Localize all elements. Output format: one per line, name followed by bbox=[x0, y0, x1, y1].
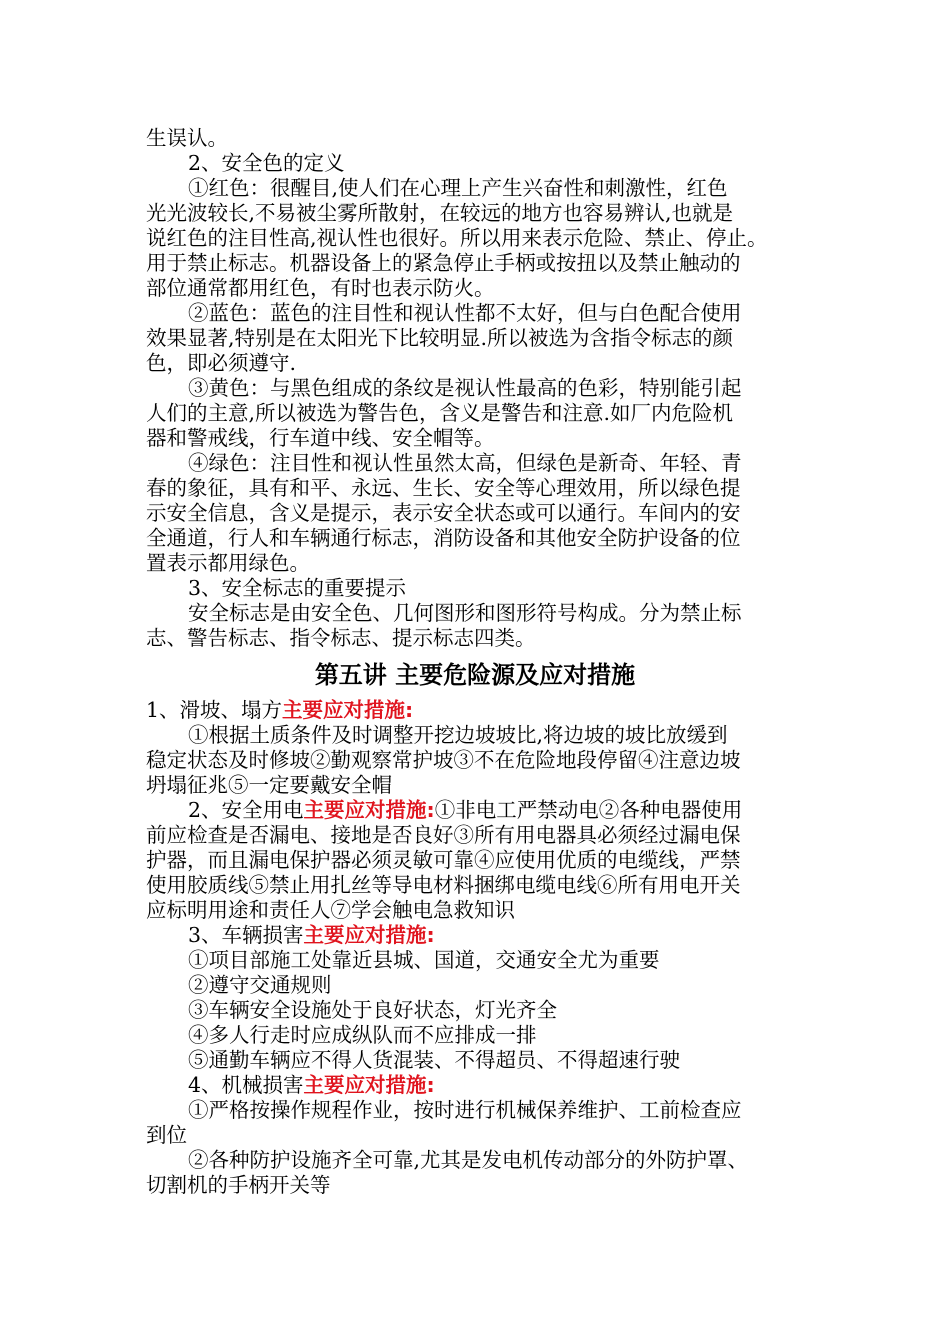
hazard-heading-3 bbox=[188, 923, 848, 948]
paragraph-line: 示安全信息，含义是提示，表示安全状态或可以通行。车间内的安 bbox=[146, 501, 741, 525]
paragraph-line: 春的象征，具有和平、永远、生长、安全等心理效用，所以绿色提 bbox=[146, 476, 741, 500]
hazard-heading-2 bbox=[188, 798, 848, 823]
paragraph-line: 前应检查是否漏电、接地是否良好③所有用电器具必须经过漏电保 bbox=[146, 823, 741, 847]
paragraph-line: 器和警戒线，行车道中线、安全帽等。 bbox=[146, 426, 495, 450]
paragraph-line: 切割机的手柄开关等 bbox=[146, 1173, 331, 1197]
lecture-title: 第五讲 主要危险源及应对措施 bbox=[314, 661, 636, 689]
paragraph-line: ②蓝色：蓝色的注目性和视认性都不太好，但与白色配合使用 bbox=[188, 301, 742, 325]
paragraph-text: ①非电工严禁动电②各种电器使用 bbox=[434, 798, 743, 822]
hazard-name: 4、机械损害 bbox=[188, 1073, 304, 1097]
paragraph-line: 稳定状态及时修坡②勤观察常护坡③不在危险地段停留④注意边坡 bbox=[146, 748, 741, 772]
list-item: ①项目部施工处靠近县城、国道，交通安全尤为重要 bbox=[188, 948, 660, 972]
list-item: ⑤通勤车辆应不得人货混装、不得超员、不得超速行驶 bbox=[188, 1048, 680, 1072]
paragraph-line: 生误认。 bbox=[146, 126, 228, 150]
measures-label: 主要应对措施: bbox=[303, 923, 435, 947]
paragraph-line: 效果显著,特别是在太阳光下比较明显.所以被选为含指令标志的颜 bbox=[146, 326, 734, 350]
paragraph-line: ③黄色：与黑色组成的条纹是视认性最高的色彩，特别能引起 bbox=[188, 376, 742, 400]
hazard-heading-1 bbox=[146, 698, 806, 723]
measures-label: 主要应对措施: bbox=[282, 698, 414, 722]
hazard-name: 3、车辆损害 bbox=[188, 923, 304, 947]
measures-label: 主要应对措施: bbox=[303, 1073, 435, 1097]
list-item: ④多人行走时应成纵队而不应排成一排 bbox=[188, 1023, 537, 1047]
paragraph-line: ①根据土质条件及时调整开挖边坡坡比,将边坡的坡比放缓到 bbox=[188, 723, 728, 747]
measures-label: 主要应对措施: bbox=[303, 798, 435, 822]
hazard-name: 2、安全用电 bbox=[188, 798, 304, 822]
paragraph-line: 色，即必须遵守. bbox=[146, 351, 297, 375]
list-item: ①严格按操作规程作业，按时进行机械保养维护、工前检查应 bbox=[188, 1098, 742, 1122]
paragraph-line: ①红色：很醒目,使人们在心理上产生兴奋性和刺激性，红色 bbox=[188, 176, 728, 200]
list-item: ③车辆安全设施处于良好状态，灯光齐全 bbox=[188, 998, 557, 1022]
list-item: ②遵守交通规则 bbox=[188, 973, 332, 997]
paragraph-line: 护器，而且漏电保护器必须灵敏可靠④应使用优质的电缆线，严禁 bbox=[146, 848, 741, 872]
paragraph-line: 人们的主意,所以被选为警告色，含义是警告和注意.如厂内危险机 bbox=[146, 401, 734, 425]
section-heading: 3、安全标志的重要提示 bbox=[188, 576, 407, 600]
hazard-heading-4 bbox=[188, 1073, 848, 1098]
paragraph-line: 说红色的注目性高,视认性也很好。所以用来表示危险、禁止、停止。 bbox=[146, 226, 768, 250]
section-heading: 2、安全色的定义 bbox=[188, 151, 345, 175]
paragraph-line: 部位通常都用红色，有时也表示防火。 bbox=[146, 276, 495, 300]
hazard-name: 1、滑坡、塌方 bbox=[146, 698, 283, 722]
paragraph-line: 全通道，行人和车辆通行标志，消防设备和其他安全防护设备的位 bbox=[146, 526, 741, 550]
paragraph-line: 安全标志是由安全色、几何图形和图形符号构成。分为禁止标 bbox=[188, 601, 742, 625]
paragraph-line: 应标明用途和责任人⑦学会触电急救知识 bbox=[146, 898, 515, 922]
paragraph-line: 用于禁止标志。机器设备上的紧急停止手柄或按扭以及禁止触动的 bbox=[146, 251, 741, 275]
paragraph-line: 置表示都用绿色。 bbox=[146, 551, 310, 575]
paragraph-line: 光光波较长,不易被尘雾所散射，在较远的地方也容易辨认,也就是 bbox=[146, 201, 734, 225]
paragraph-line: ④绿色：注目性和视认性虽然太高，但绿色是新奇、年轻、青 bbox=[188, 451, 742, 475]
paragraph-line: 到位 bbox=[146, 1123, 187, 1147]
list-item: ②各种防护设施齐全可靠,尤其是发电机传动部分的外防护罩、 bbox=[188, 1148, 749, 1172]
paragraph-line: 坍塌征兆⑤一定要戴安全帽 bbox=[146, 773, 392, 797]
paragraph-line: 志、警告标志、指令标志、提示标志四类。 bbox=[146, 626, 536, 650]
paragraph-line: 使用胶质线⑤禁止用扎丝等导电材料捆绑电缆电线⑥所有用电开关 bbox=[146, 873, 741, 897]
